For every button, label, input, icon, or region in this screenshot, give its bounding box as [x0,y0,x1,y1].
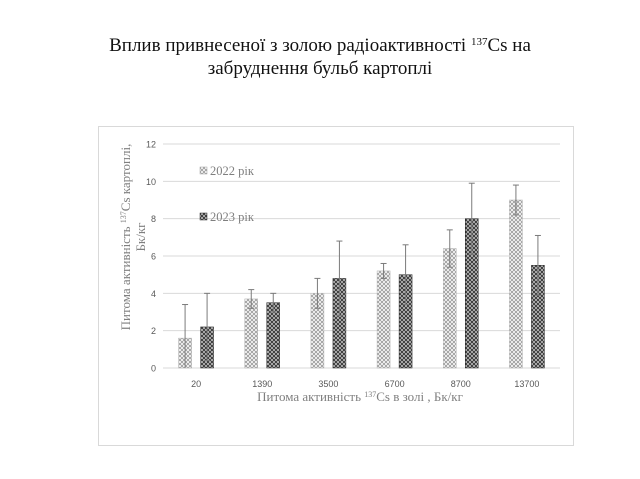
bar [509,200,522,368]
y-tick-label: 8 [150,214,156,225]
x-tick-label: 20 [191,379,202,389]
title-line-2: забруднення бульб картоплі [207,58,433,79]
x-tick-label: 3500 [318,379,339,389]
x-tick-labels [191,379,539,389]
y-tick-label: 0 [150,363,156,374]
title-line-1: Вплив привнесеної з золою радіоактивності $^{137}$Cs на [109,35,531,56]
legend-swatch [200,213,207,220]
y-tick-label: 6 [150,251,156,262]
legend [200,164,255,224]
bar [245,299,258,368]
legend-swatch [200,167,207,174]
x-axis-title: Питома активність $^{137}$Cs в золі , Бк/кг [257,389,463,404]
y-axis-title-line-1: Питома активність $^{137}$Cs картоплі, [118,143,133,331]
bar [377,271,390,368]
y-tick-label: 4 [150,288,156,299]
x-tick-label: 8700 [450,379,471,389]
x-tick-label: 13700 [514,379,540,389]
legend-label: 2022 рік [210,164,254,178]
x-tick-label: 6700 [384,379,405,389]
y-axis-title [118,87,148,387]
y-axis-title-line-2: Бк/кг [133,222,148,252]
y-tick-label: 10 [145,176,156,187]
bars [179,200,545,368]
y-tick-label: 2 [150,326,156,337]
y-tick-label: 12 [145,139,156,150]
legend-label: 2023 рік [210,210,254,224]
x-tick-label: 1390 [252,379,273,389]
